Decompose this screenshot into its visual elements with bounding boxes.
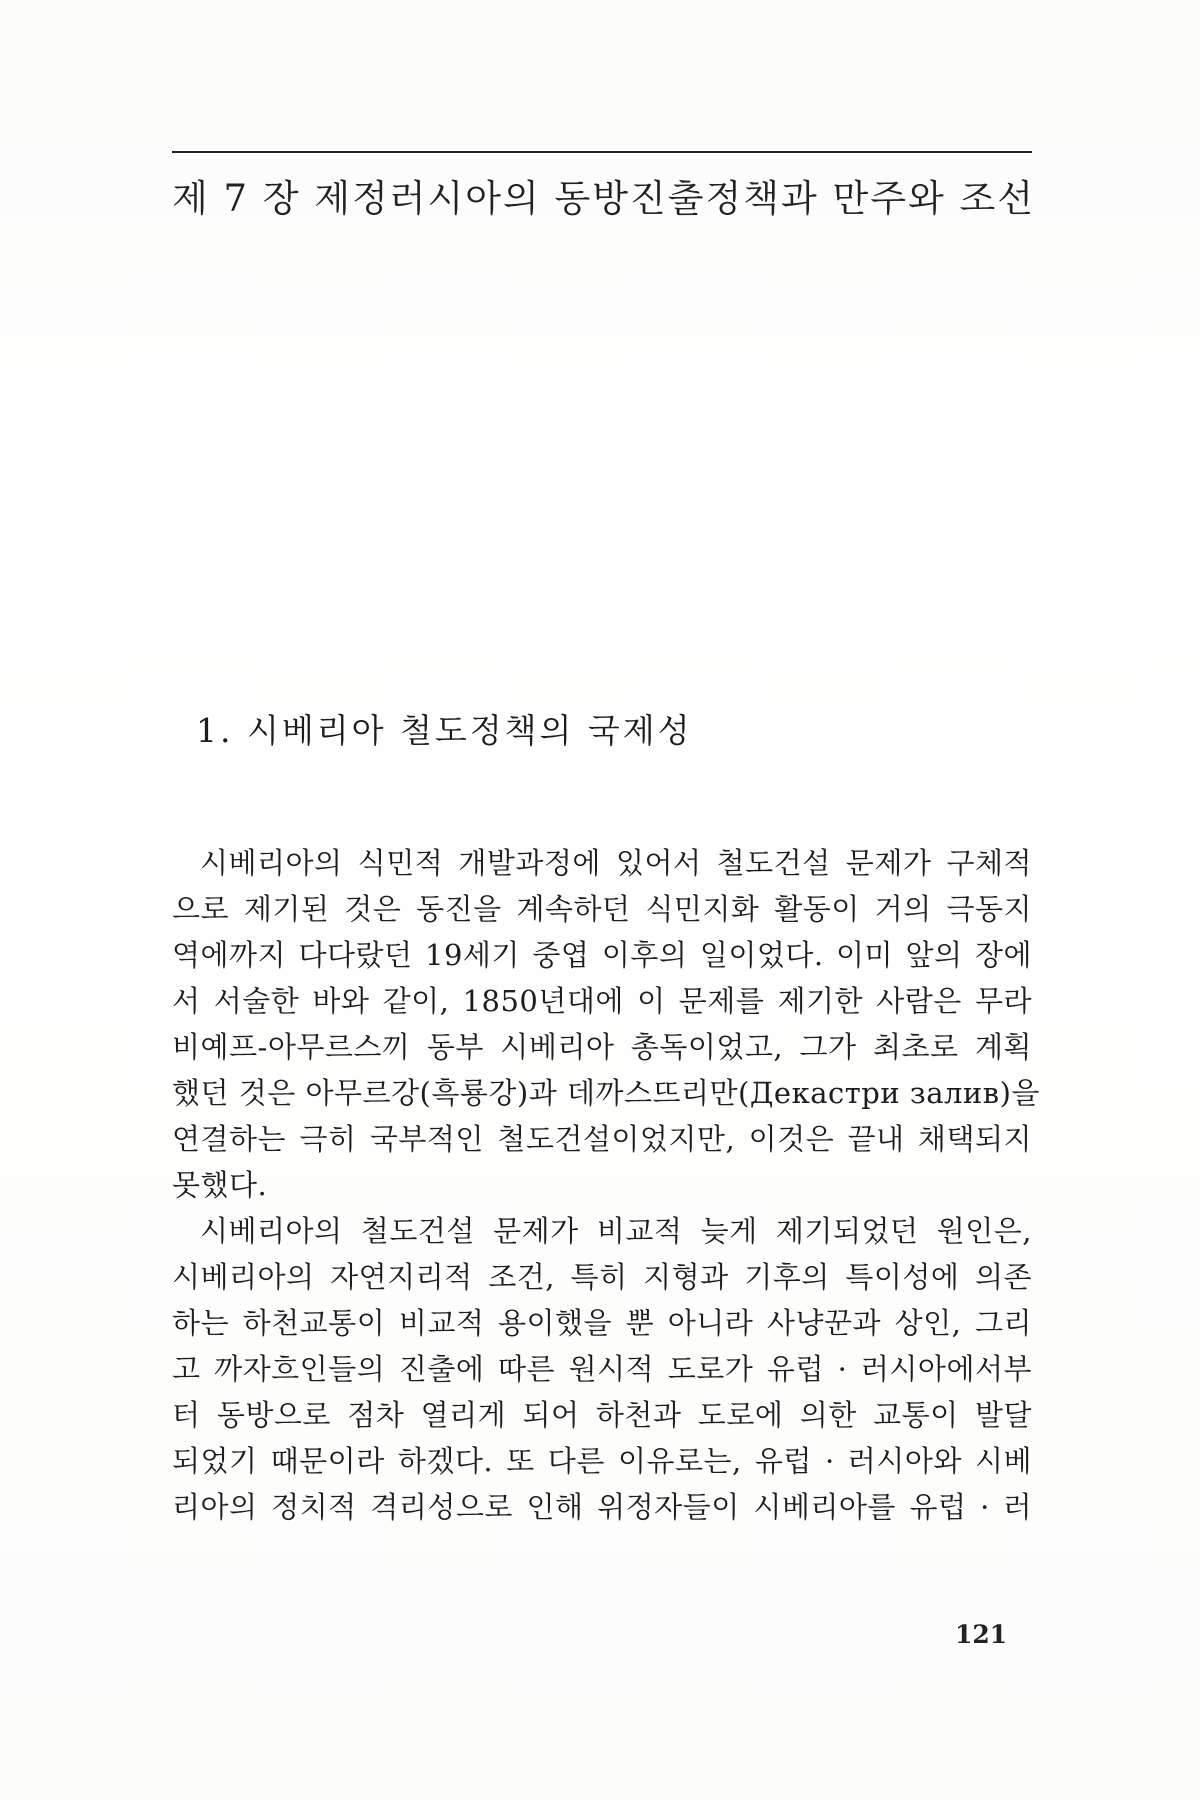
text-line: 연결하는 극히 국부적인 철도건설이었지만, 이것은 끝내 채택되지 [172,1122,1032,1156]
body-text [172,840,1040,1530]
text-line: 비예프-아무르스끼 동부 시베리아 총독이었고, 그가 최초로 계획 [172,1030,1032,1064]
header-rule [172,151,1032,153]
text-line: 못했다. [172,1168,268,1202]
text-line: 고 까자흐인들의 진출에 따른 원시적 도로가 유럽 · 러시아에서부 [172,1352,1032,1386]
text-line: 하는 하천교통이 비교적 용이했을 뿐 아니라 사냥꾼과 상인, 그리 [172,1306,1032,1340]
text-line: 으로 제기된 것은 동진을 계속하던 식민지화 활동이 거의 극동지 [172,892,1032,926]
running-header: 제 7 장 제정러시아의 동방진출정책과 만주와 조선 [172,177,1035,220]
text-line: 했던 것은 아무르강(흑룡강)과 데까스뜨리만(Декастри залив)을 [172,1076,1040,1110]
text-line: 시베리아의 철도건설 문제가 비교적 늦게 제기되었던 원인은, [200,1214,1032,1248]
text-line: 역에까지 다다랐던 19세기 중엽 이후의 일이었다. 이미 앞의 장에 [172,938,1032,972]
text-line: 시베리아의 식민적 개발과정에 있어서 철도건설 문제가 구체적 [200,846,1032,880]
text-line: 터 동방으로 점차 열리게 되어 하천과 도로에 의한 교통이 발달 [172,1398,1032,1432]
text-line: 되었기 때문이라 하겠다. 또 다른 이유로는, 유럽 · 러시아와 시베 [172,1444,1032,1478]
section-heading: 1. 시베리아 철도정책의 국제성 [196,711,693,750]
text-line: 리아의 정치적 격리성으로 인해 위정자들이 시베리아를 유럽 · 러 [172,1490,1032,1524]
text-line: 시베리아의 자연지리적 조건, 특히 지형과 기후의 특이성에 의존 [172,1260,1032,1294]
text-line: 서 서술한 바와 같이, 1850년대에 이 문제를 제기한 사람은 무라 [172,984,1032,1018]
page-number: 121 [955,1620,1008,1649]
